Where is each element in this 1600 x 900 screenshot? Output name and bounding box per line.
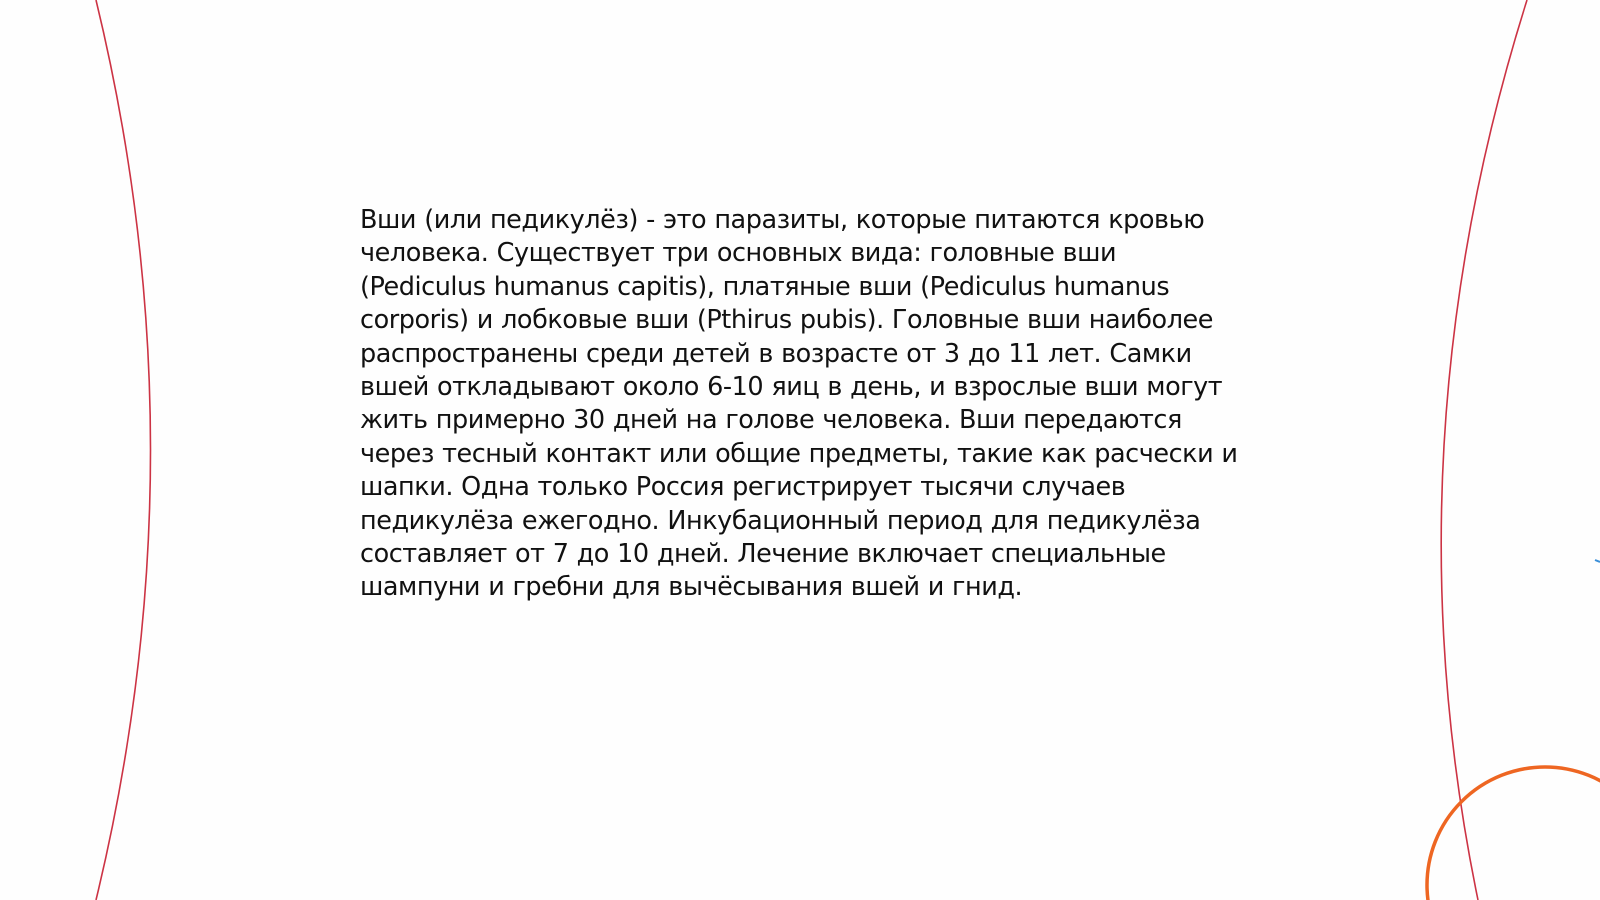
slide-body-text: Вши (или педикулёз) - это паразиты, которые питаются кровью человека. Существует три основных вида: головные вши (Pediculus humanus capitis), платяные вши (Pediculus humanus corporis) и лобковые вши (Pthirus pubis). Головные вши наиболее распространены среди детей в возрасте от 3 до 11 лет. Самки вшей откладывают около 6-10 яиц в день, и взрослые вши могут жить примерно 30 дней на голове человека. Вши передаются через тесный контакт или общие предметы, такие как расчески и шапки. Одна только Россия регистрирует тысячи случаев педикулёза ежегодно. Инкубационный период для педикулёза составляет от 7 до 10 дней. Лечение включает специальные шампуни и гребни для вычёсывания вшей и гнид. xyxy=(360,205,1238,603)
left-arc xyxy=(96,0,151,900)
blue-tick xyxy=(1595,560,1600,562)
right-arc xyxy=(1441,0,1527,900)
orange-ring xyxy=(1427,767,1600,900)
